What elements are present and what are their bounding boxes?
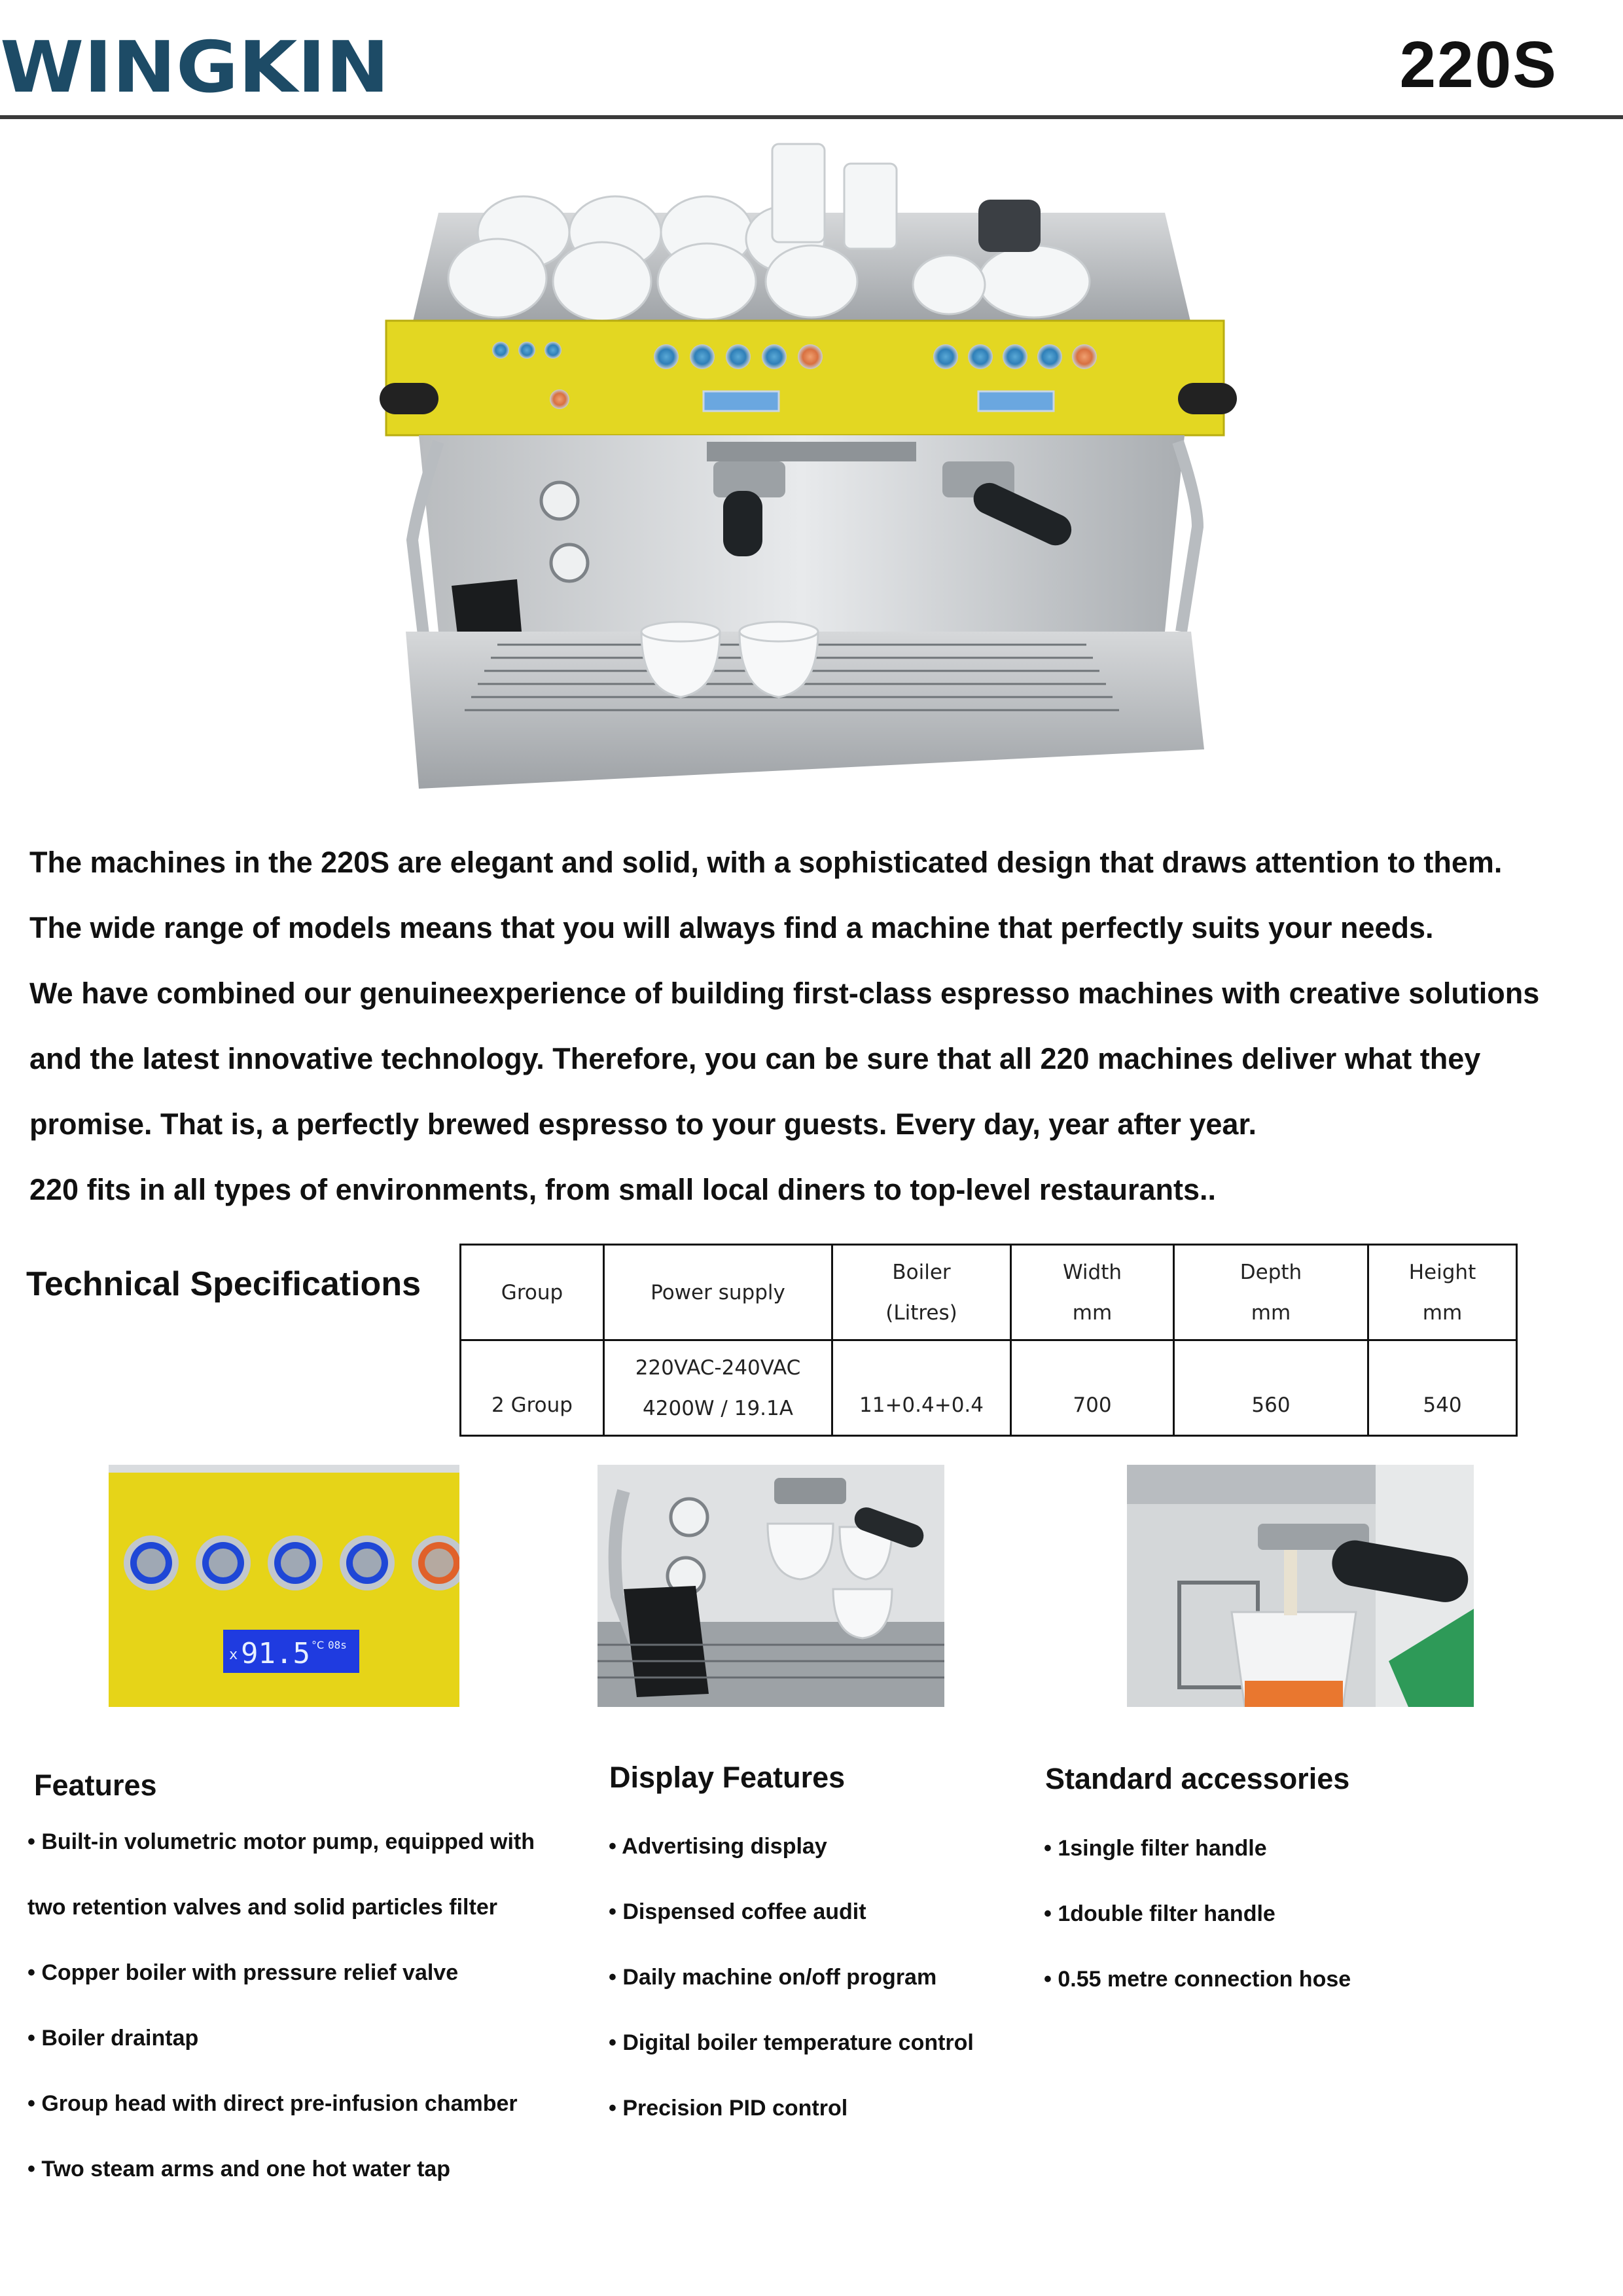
- spec-header-cell: [1011, 1245, 1174, 1340]
- spec-header-height: Height: [1408, 1260, 1476, 1284]
- group-head-photo: [1127, 1465, 1474, 1707]
- display-feature-item: • Dispensed coffee audit: [609, 1899, 866, 1924]
- spec-table: [459, 1244, 1518, 1437]
- header-divider: [0, 115, 1623, 119]
- spec-header-cell: [461, 1245, 604, 1340]
- spec-header-width-unit: mm: [1072, 1300, 1113, 1325]
- spec-header-power: Power supply: [651, 1280, 785, 1304]
- display-timer: 08s: [328, 1639, 347, 1651]
- intro-line-2: The wide range of models means that you will always find a machine that perfectly suits your needs.: [29, 911, 1434, 944]
- display-temperature: 91.5: [241, 1637, 310, 1670]
- spec-header-boiler: Boiler: [892, 1260, 951, 1284]
- spec-header-group: Group: [501, 1280, 563, 1304]
- control-panel-photo: [109, 1465, 459, 1707]
- accessory-item: • 1single filter handle: [1044, 1836, 1267, 1861]
- brand-logo: [0, 26, 393, 105]
- feature-item: • Copper boiler with pressure relief valve: [27, 1960, 459, 1985]
- intro-line-6: 220 fits in all types of environments, from small local diners to top-level restaurants..: [29, 1173, 1217, 1206]
- feature-item: • Two steam arms and one hot water tap: [27, 2157, 451, 2181]
- model-title: 220S: [1399, 28, 1558, 101]
- spec-section-title: Technical Specifications: [26, 1265, 421, 1303]
- intro-line-3: We have combined our genuineexperience of building first-class espresso machines with creative solutions: [29, 977, 1540, 1010]
- feature-item: • Group head with direct pre-infusion chamber: [27, 2091, 518, 2116]
- spec-header-depth: Depth: [1240, 1260, 1302, 1284]
- spec-header-cell: [1368, 1245, 1517, 1340]
- spec-depth-value: 560: [1174, 1340, 1368, 1436]
- intro-line-4: and the latest innovative technology. Therefore, you can be sure that all 220 machines deliver what they: [29, 1042, 1481, 1075]
- display-prefix: x: [229, 1647, 238, 1663]
- features-title: Features: [34, 1768, 157, 1802]
- spec-header-width: Width: [1062, 1260, 1122, 1284]
- feature-item: • Boiler draintap: [27, 2026, 199, 2051]
- brand-logo-text: WINGKIN: [0, 27, 390, 105]
- spec-boiler-value: 11+0.4+0.4: [832, 1340, 1011, 1436]
- espresso-machine-photo: [366, 134, 1270, 815]
- spec-header-row: [461, 1245, 1517, 1340]
- spec-header-boiler-unit: (Litres): [885, 1300, 957, 1325]
- display-feature-item: • Daily machine on/off program: [609, 1965, 937, 1990]
- steam-arm-photo: [597, 1465, 944, 1707]
- display-feature-item: • Precision PID control: [609, 2096, 848, 2121]
- spec-header-depth-unit: mm: [1251, 1300, 1291, 1325]
- spec-data-row: [461, 1340, 1517, 1436]
- accessories-title: Standard accessories: [1045, 1762, 1350, 1795]
- spec-header-cell: [832, 1245, 1011, 1340]
- accessory-item: • 0.55 metre connection hose: [1044, 1967, 1351, 1992]
- feature-item: • Built-in volumetric motor pump, equipped with: [27, 1829, 535, 1854]
- display-feature-item: • Digital boiler temperature control: [609, 2030, 974, 2055]
- spec-width-value: 700: [1011, 1340, 1174, 1436]
- display-features-title: Display Features: [609, 1761, 846, 1794]
- spec-power-voltage: 220VAC-240VAC: [635, 1355, 801, 1380]
- spec-height-value: 540: [1368, 1340, 1517, 1436]
- intro-line-1: The machines in the 220S are elegant and solid, with a sophisticated design that draws attention to them.: [29, 846, 1503, 879]
- spec-header-cell: [1174, 1245, 1368, 1340]
- spec-power-wattage: 4200W / 19.1A: [643, 1396, 793, 1420]
- spec-group-value: 2 Group: [461, 1340, 604, 1436]
- spec-power-cell: [604, 1340, 832, 1436]
- intro-line-5: promise. That is, a perfectly brewed espresso to your guests. Every day, year after year.: [29, 1107, 1257, 1141]
- spec-header-cell: [604, 1245, 832, 1340]
- display-feature-item: • Advertising display: [609, 1834, 827, 1859]
- spec-header-height-unit: mm: [1422, 1300, 1463, 1325]
- feature-item: two retention valves and solid particles filter: [27, 1895, 497, 1920]
- display-unit: °C: [312, 1639, 325, 1651]
- accessory-item: • 1double filter handle: [1044, 1901, 1275, 1926]
